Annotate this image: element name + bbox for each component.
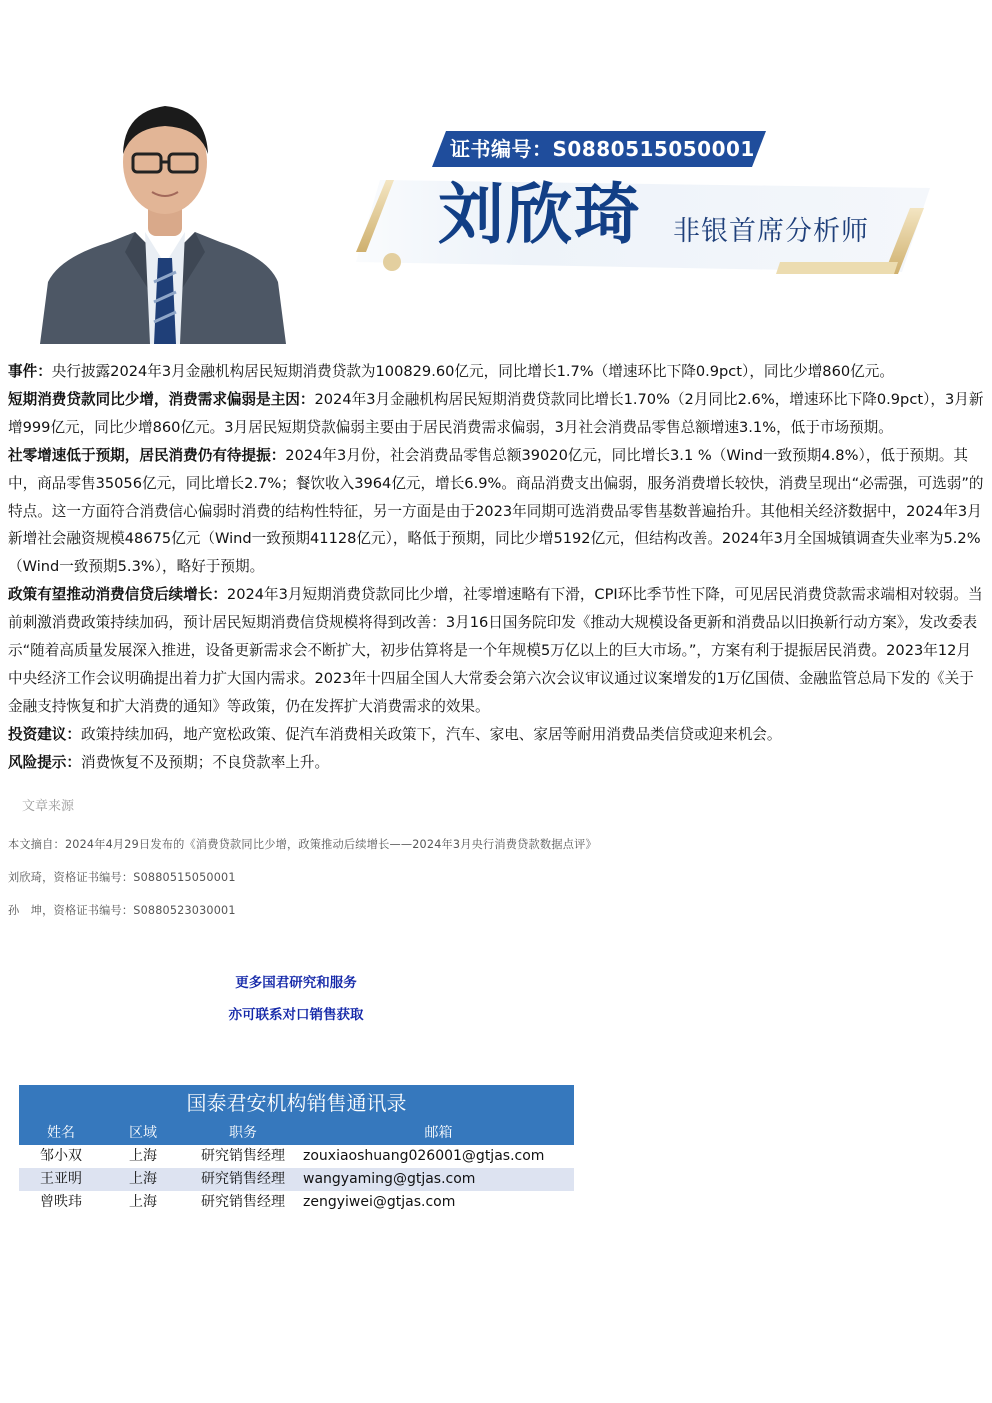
contact-table-header — [19, 1121, 574, 1145]
source-heading: 文章来源 — [22, 799, 75, 814]
contact-position: 研究销售经理 — [201, 1171, 285, 1187]
table-row — [19, 1145, 574, 1168]
source-author-2: 孙 坤，资格证书编号：S0880523030001 — [8, 904, 236, 917]
source-citation: 本文摘自：2024年4月29日发布的《消费贷款同比少增，政策推动后续增长——2024年3月央行消费贷款数据点评》 — [8, 838, 597, 851]
header-region: 区域 — [129, 1125, 157, 1141]
sales-contact-table — [19, 1085, 574, 1214]
source-author-1: 刘欣琦，资格证书编号：S0880515050001 — [8, 871, 236, 884]
certificate-number: 证书编号：S0880515050001 — [450, 137, 755, 161]
contact-name: 曾昳玮 — [40, 1194, 82, 1210]
analyst-name: 刘欣琦 — [438, 175, 642, 253]
paragraph-investment-advice: 投资建议：政策持续加码，地产宽松政策、促汽车消费相关政策下，汽车、家电、家居等耐用消费品类信贷或迎来机会。 — [8, 725, 782, 743]
contact-email[interactable]: wangyaming@gtjas.com — [303, 1171, 476, 1187]
paragraph-short-loans: 短期消费贷款同比少增，消费需求偏弱是主因：2024年3月金融机构居民短期消费贷款同比增长1.70%（2月同比2.6%，增速环比下降0.9pct），3月新增999亿元，同比少增860亿元。3月居民短期贷款偏弱主要由于居民消费需求偏弱，3月社会消费品零售总额增速3.1%，低于市场预期。 — [8, 390, 984, 436]
header-name: 姓名 — [47, 1125, 75, 1141]
contact-email[interactable]: zengyiwei@gtjas.com — [303, 1194, 456, 1210]
contact-position: 研究销售经理 — [201, 1148, 285, 1164]
contact-position: 研究销售经理 — [201, 1194, 285, 1210]
analyst-title: 非银首席分析师 — [673, 216, 869, 247]
more-services-line2: 亦可联系对口销售获取 — [228, 1007, 364, 1023]
paragraph-event: 事件：央行披露2024年3月金融机构居民短期消费贷款为100829.60亿元，同比增长1.7%（增速环比下降0.9pct），同比少增860亿元。 — [8, 363, 894, 380]
paragraph-risk: 风险提示：消费恢复不及预期；不良贷款率上升。 — [8, 753, 330, 771]
contact-name: 王亚明 — [40, 1171, 82, 1187]
report-body — [8, 358, 984, 777]
contact-region: 上海 — [129, 1148, 157, 1164]
header-email: 邮箱 — [424, 1125, 453, 1141]
table-row — [19, 1168, 574, 1191]
table-row — [19, 1191, 574, 1214]
contact-name: 邹小双 — [40, 1148, 82, 1164]
contact-email[interactable]: zouxiaoshuang026001@gtjas.com — [303, 1148, 545, 1164]
contact-region: 上海 — [129, 1171, 157, 1187]
paragraph-policy: 政策有望推动消费信贷后续增长：2024年3月短期消费贷款同比少增，社零增速略有下滑，CPI环比季节性下降，可见居民消费贷款需求端相对较弱。当前刺激消费政策持续加码，预计居民短期消费信贷规模将得到改善：3月16日国务院印发《推动大规模设备更新和消费品以旧换新行动方案》，发改委表示“随着高质量发展深入推进，设备更新需求会不断扩大，初步估算将是一个年规模5万亿以上的巨大市场。”，方案有利于提振居民消费。2023年12月中央经济工作会议明确提出着力扩大国内需求。2023年十四届全国人大常委会第六次会议审议通过议案增发的1万亿国债、金融监管总局下发的《关于金融支持恢复和扩大消费的通知》等政策，仍在发挥扩大消费需求的效果。 — [8, 586, 983, 715]
analyst-photo — [40, 92, 290, 344]
contact-table-title: 国泰君安机构销售通讯录 — [19, 1085, 574, 1121]
paragraph-retail-sales: 社零增速低于预期，居民消费仍有待提振：2024年3月份，社会消费品零售总额39020亿元，同比增长3.1 %（Wind一致预期4.8%），低于预期。其中，商品零售35056亿元，同比增长2.7%；餐饮收入3964亿元，增长6.9%。商品消费支出偏弱，服务消费增长较快，消费呈现出“必需强，可选弱”的特点。这一方面符合消费信心偏弱时消费的结构性特征，另一方面是由于2023年同期可选消费品零售基数普遍抬升。其他相关经济数据中，2024年3月新增社会融资规模48675亿元（Wind一致预期41128亿元），略低于预期，同比少增5192亿元，但结构改善。2024年3月全国城镇调查失业率为5.2%（Wind一致预期5.3%），略好于预期。 — [8, 446, 984, 576]
contact-region: 上海 — [129, 1194, 157, 1210]
more-services-line1: 更多国君研究和服务 — [235, 975, 357, 991]
analyst-banner — [0, 0, 992, 345]
header-position: 职务 — [229, 1125, 257, 1141]
